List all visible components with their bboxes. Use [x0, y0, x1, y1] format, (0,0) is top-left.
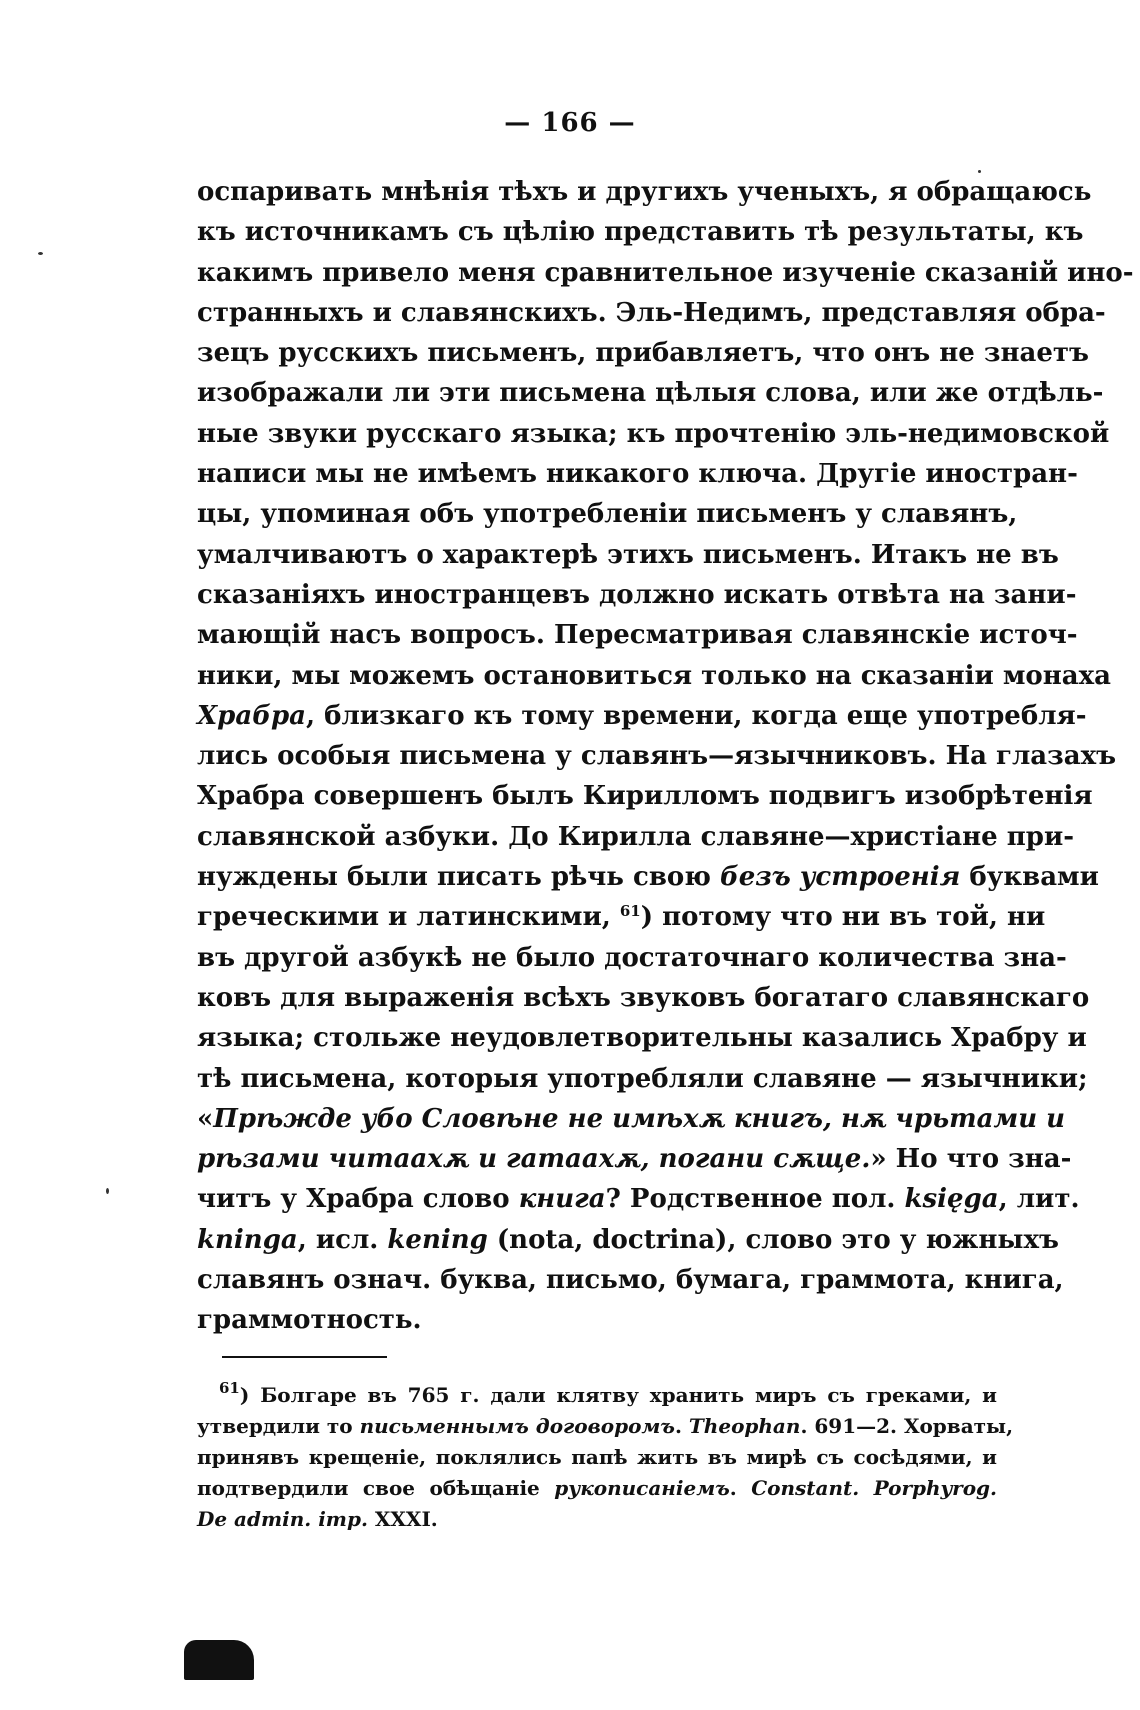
- text-italic: Прѣжде убо Словѣне не имѣхѫ книгъ, нѫ чрьтами и: [213, 1103, 1066, 1134]
- ink-blot: [184, 1640, 254, 1680]
- footnote-line: [197, 1504, 997, 1535]
- page-number: — 166 —: [504, 108, 636, 138]
- text-run: .: [729, 1476, 752, 1500]
- text-italic: Храбра: [197, 700, 307, 731]
- footnote-line: [197, 1380, 997, 1411]
- scan-speck: [978, 170, 981, 173]
- text-line: ные звуки русскаго языка; къ прочтенію эль-недимовской: [197, 418, 1110, 449]
- text-line: [197, 1139, 1072, 1179]
- text-line: [197, 897, 1046, 937]
- text-italic: kninga: [197, 1224, 298, 1255]
- text-line: какимъ привело меня сравнительное изученіе сказаній ино-: [197, 257, 1134, 288]
- footnote: [197, 1379, 1014, 1535]
- text-run: читъ у Храбра слово: [197, 1184, 519, 1215]
- text-line: [197, 1179, 1080, 1219]
- text-line: умалчиваютъ о характерѣ этихъ письменъ. Итакъ не въ: [197, 539, 1059, 570]
- text-run: (nota, doctrina), слово это у южныхъ: [487, 1224, 1059, 1255]
- footnote-line: [197, 1411, 1014, 1442]
- text-line: цы, упоминая объ употребленіи письменъ у славянъ,: [197, 499, 1018, 530]
- text-italic: Theophan: [688, 1414, 801, 1438]
- text-line: въ другой азбукѣ не было достаточнаго количества зна-: [197, 942, 1067, 973]
- text-run: утвердили то: [197, 1414, 360, 1438]
- text-line: [197, 1220, 1059, 1260]
- text-run: буквами: [960, 862, 1099, 893]
- main-text: [197, 172, 1134, 1341]
- text-run: нуждены были писать рѣчь свою: [197, 862, 720, 893]
- text-run: , близкаго къ тому времени, когда еще употребля-: [306, 700, 1087, 731]
- text-italic: рѣзами читаахѫ и гатаахѫ, погани сѫще.: [197, 1144, 871, 1175]
- text-italic: письменнымъ договоромъ: [359, 1414, 675, 1438]
- text-line: Храбра совершенъ былъ Кирилломъ подвигъ изобрѣтенія: [197, 781, 1093, 812]
- text-italic: De admin. imp.: [197, 1507, 368, 1531]
- text-run: греческими и латинскими,: [197, 902, 620, 933]
- text-line: написи мы не имѣемъ никакого ключа. Другіе иностран-: [197, 459, 1078, 490]
- text-line: ковъ для выраженія всѣхъ звуковъ богатаго славянскаго: [197, 982, 1090, 1013]
- text-run: ) Болгаре въ 765 г. дали клятву хранить миръ съ греками, и: [239, 1383, 997, 1407]
- text-line: сказаніяхъ иностранцевъ должно искать отвѣта на зани-: [197, 579, 1077, 610]
- text-line: языка; стольже неудовлетворительны казались Храбру и: [197, 1023, 1087, 1054]
- scan-speck: [106, 1188, 109, 1194]
- text-line: оспаривать мнѣнія тѣхъ и другихъ ученыхъ, я обращаюсь: [197, 177, 1092, 207]
- text-run: » Но что зна-: [870, 1144, 1072, 1175]
- text-line: [197, 1099, 1066, 1139]
- text-line: ники, мы можемъ остановиться только на сказаніи монаха: [197, 660, 1111, 691]
- text-italic: księga: [904, 1184, 999, 1215]
- text-run: XXXI.: [367, 1507, 438, 1531]
- text-run: подтвердили свое обѣщаніе: [197, 1476, 555, 1500]
- text-italic: kening: [387, 1224, 488, 1255]
- text-line: мающій насъ вопросъ. Пересматривая славянскіе источ-: [197, 620, 1078, 651]
- text-run: .: [674, 1414, 689, 1438]
- text-line: лись особыя письмена у славянъ—язычниковъ. На глазахъ: [197, 741, 1117, 772]
- text-line: [197, 857, 1099, 897]
- text-italic: безъ устроенія: [719, 862, 961, 893]
- text-line: [197, 696, 1087, 736]
- text-run: . 691—2. Хорваты,: [800, 1414, 1014, 1438]
- text-line: граммотность.: [197, 1305, 422, 1336]
- text-run: ? Родственное пол.: [605, 1184, 905, 1215]
- text-line: странныхъ и славянскихъ. Эль-Недимъ, представляя обра-: [197, 297, 1106, 328]
- footnote-line: [197, 1473, 997, 1504]
- text-run: , исл.: [297, 1224, 388, 1255]
- text-line: къ источникамъ съ цѣлію представить тѣ результаты, къ: [197, 217, 1084, 248]
- text-run: ) потому что ни въ той, ни: [640, 902, 1046, 933]
- text-italic: Constant. Porphyrog.: [751, 1476, 997, 1500]
- footnote-divider: [222, 1356, 387, 1358]
- text-italic: книга: [518, 1184, 606, 1215]
- text-run: , лит.: [998, 1184, 1080, 1215]
- text-line: славянъ означ. буква, письмо, бумага, граммота, книга,: [197, 1265, 1064, 1296]
- text-line: изображали ли эти письмена цѣлыя слова, или же отдѣль-: [197, 378, 1104, 409]
- text-line: славянской азбуки. До Кирилла славяне—христіане при-: [197, 821, 1075, 852]
- footnote-ref: 61: [619, 902, 641, 921]
- text-line: зецъ русскихъ письменъ, прибавляетъ, что онъ не знаетъ: [197, 338, 1089, 369]
- text-italic: рукописаніемъ: [554, 1476, 730, 1500]
- footnote-line: принявъ крещеніе, поклялись папѣ жить въ мирѣ съ сосѣдями, и: [197, 1445, 997, 1469]
- scan-speck: [38, 252, 43, 255]
- footnote-number: 61: [219, 1379, 240, 1397]
- text-line: тѣ письмена, которыя употребляли славяне — язычники;: [197, 1063, 1088, 1094]
- text-run: «: [197, 1103, 214, 1134]
